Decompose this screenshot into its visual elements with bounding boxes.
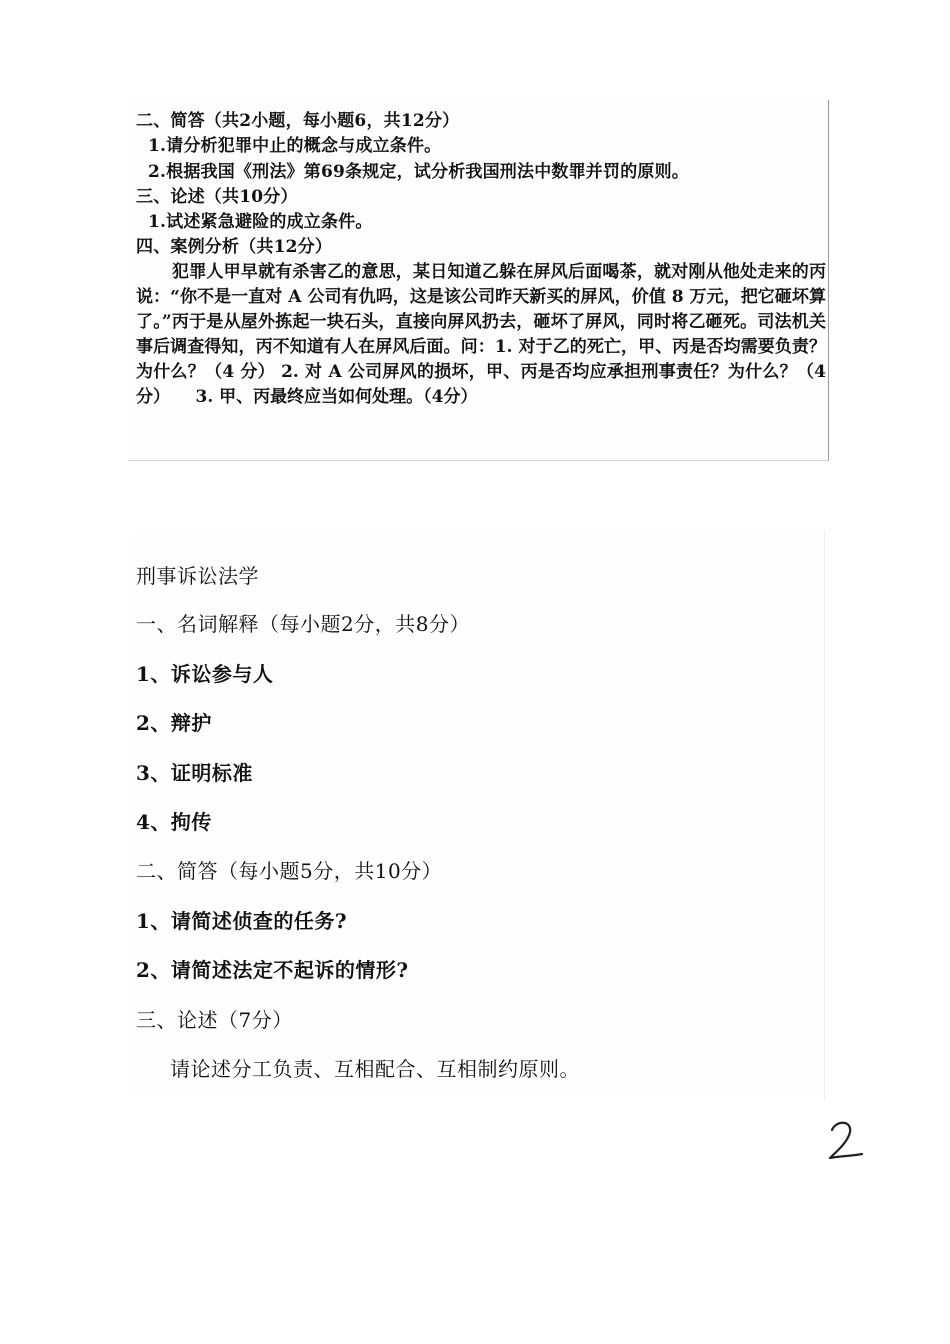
- short-answer-question: 1、请简述侦查的任务?: [136, 909, 348, 933]
- essay-question-1: 1.试述紧急避险的成立条件。: [148, 212, 373, 232]
- term-item: 2、辩护: [136, 711, 212, 735]
- term-item: 3、证明标准: [136, 761, 253, 785]
- short-answer-heading: 二、简答（每小题5分，共10分）: [136, 859, 443, 883]
- criminal-procedure-section: [130, 530, 825, 1100]
- case-analysis-text: 犯罪人甲早就有杀害乙的意思，某日知道乙躲在屏风后面喝茶，就对刚从他处走来的丙说：“你不是一直对 A 公司有仇吗，这是该公司昨天新买的屏风，价值 8 万元，把它砸坏算了。”丙于是从屋外拣起一块石头，直接向屏风扔去，砸坏了屏风，同时将乙砸死。司法机关事后调查得知，丙不知道有人在屏风后面。问：1. 对于乙的死亡，甲、丙是否均需要负责？为什么？（4 分） 2. 对 A 公司屏风的损坏，甲、丙是否均应承担刑事责任？为什么？（4 分） 3. 甲、丙最终应当如何处理。（4分）: [136, 262, 826, 407]
- short-answer-question-2: 2.根据我国《刑法》第69条规定，试分析我国刑法中数罪并罚的原则。: [148, 162, 690, 182]
- short-answer-heading: 二、简答（共2小题，每小题6，共12分）: [136, 111, 460, 131]
- handwritten-page-number: [826, 1118, 866, 1162]
- term-item: 1、诉讼参与人: [136, 662, 274, 686]
- essay-heading: 三、论述（7分）: [136, 1008, 293, 1032]
- short-answer-question: 2、请简述法定不起诉的情形?: [136, 958, 409, 982]
- criminal-law-section: [128, 100, 829, 461]
- case-analysis-heading: 四、案例分析（共12分）: [136, 237, 333, 257]
- essay-heading: 三、论述（共10分）: [136, 187, 298, 207]
- term-definition-heading: 一、名词解释（每小题2分，共8分）: [136, 612, 470, 636]
- term-item: 4、拘传: [136, 810, 212, 834]
- short-answer-question-1: 1.请分析犯罪中止的概念与成立条件。: [148, 136, 442, 156]
- subject-title: 刑事诉讼法学: [136, 564, 259, 588]
- essay-question: 请论述分工负责、互相配合、互相制约原则。: [170, 1057, 580, 1081]
